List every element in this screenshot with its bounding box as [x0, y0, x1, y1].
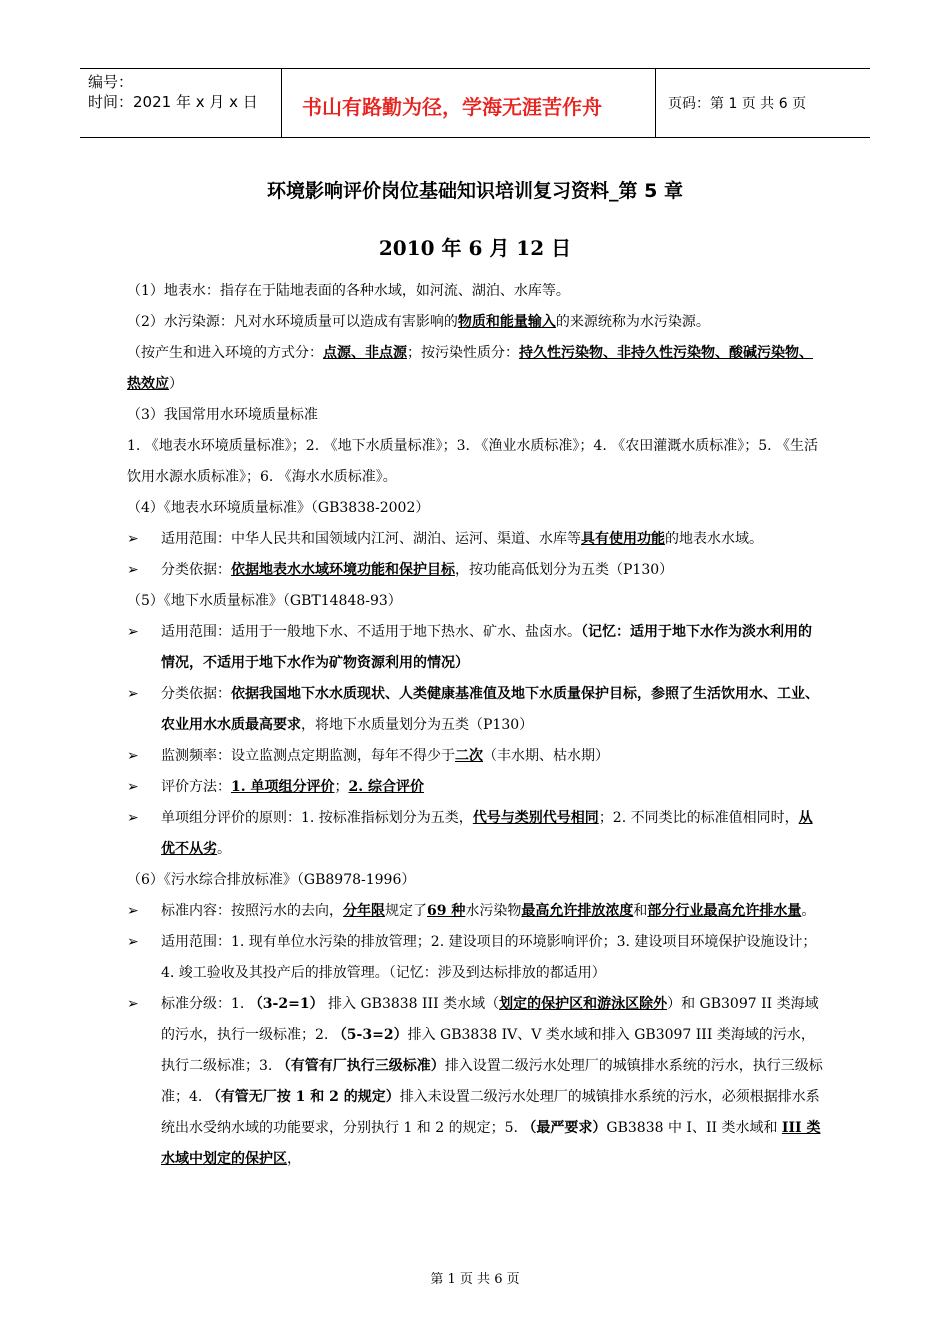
section-5: （5）《地下水质量标准》（GBT14848-93） [127, 593, 402, 609]
section-3: （3）我国常用水环境质量标准 [127, 407, 318, 423]
header-table [80, 68, 870, 138]
document-title: 环境影响评价岗位基础知识培训复习资料_第 5 章 [267, 180, 683, 202]
arrow-bullet-icon: ➢ [127, 624, 139, 640]
document-body [127, 276, 825, 1175]
header-slogan-cell [282, 69, 656, 137]
arrow-bullet-icon: ➢ [127, 934, 139, 950]
section-2-classification: （按产生和进入环境的方式分：点源、非点源；按污染性质分：持久性污染物、非持久性污染物、酸碱污染物、热效应） [127, 345, 813, 392]
arrow-bullet-icon: ➢ [127, 996, 139, 1012]
list-item: ➢ 单项组分评价的原则：1. 按标准指标划分为五类，代号与类别代号相同；2. 不同类比的标准值相同时，从优不从劣。 [127, 803, 825, 865]
list-item: ➢ 标准分级：1. （3-2=1） 排入 GB3838 III 类水域（划定的保护区和游泳区除外）和 GB3097 II 类海域的污水，执行一级标准；2. （5-3=2）排入 GB3838 IV、V 类水域和排入 GB3097 III 类海域的污水，执行二级标准；3. （有管有厂执行三级标准）排入设置二级污水处理厂的城镇排水系统的污水，执行三级标准；4. （有管无厂按 1 和 2 的规定）排入未设置二级污水处理厂的城镇排水系统的污水，必须根据排水系统出水受纳水域的功能要求，分别执行 1 和 2 的规定；5. （最严要求）GB3838 中 I、II 类水域和 III 类水域中划定的保护区， [127, 989, 825, 1175]
list-item: ➢ 评价方法：1. 单项组分评价；2. 综合评价 [127, 772, 825, 803]
arrow-bullet-icon: ➢ [127, 562, 139, 578]
list-item: ➢ 适用范围：1. 现有单位水污染的排放管理；2. 建设项目的环境影响评价；3. 建设项目环境保护设施设计；4. 竣工验收及其投产后的排放管理。（记忆：涉及到达标排放的都适用） [127, 927, 825, 989]
section-4: （4）《地表水环境质量标准》（GB3838-2002） [127, 500, 430, 516]
header-page-cell [656, 69, 870, 137]
page-info: 页码：第 1 页 共 6 页 [668, 96, 807, 112]
slogan: 书山有路勤为径，学海无涯苦作舟 [302, 94, 602, 119]
list-item: ➢ 分类依据：依据地表水水域环境功能和保护目标，按功能高低划分为五类（P130） [127, 555, 825, 586]
arrow-bullet-icon: ➢ [127, 779, 139, 795]
arrow-bullet-icon: ➢ [127, 748, 139, 764]
document-date: 2010 年 6 月 12 日 [378, 236, 572, 260]
list-item: ➢ 监测频率：设立监测点定期监测，每年不得少于二次（丰水期、枯水期） [127, 741, 825, 772]
arrow-bullet-icon: ➢ [127, 903, 139, 919]
list-item: ➢ 适用范围：中华人民共和国领域内江河、湖泊、运河、渠道、水库等具有使用功能的地表水水域。 [127, 524, 825, 555]
list-item: ➢ 适用范围：适用于一般地下水、不适用于地下热水、矿水、盐卤水。（记忆：适用于地下水作为淡水利用的情况，不适用于地下水作为矿物资源利用的情况） [127, 617, 825, 679]
number-label: 编号： [88, 73, 134, 91]
arrow-bullet-icon: ➢ [127, 810, 139, 826]
arrow-bullet-icon: ➢ [127, 531, 139, 547]
list-item: ➢ 标准内容：按照污水的去向，分年限规定了69 种水污染物最高允许排放浓度和部分行业最高允许排水量。 [127, 896, 825, 927]
section-2: （2）水污染源：凡对水环境质量可以造成有害影响的物质和能量输入的来源统称为水污染源。 [127, 314, 710, 330]
header-meta-cell [80, 69, 282, 137]
time-label: 时间：2021 年 x 月 x 日 [88, 93, 258, 111]
section-1: （1）地表水：指存在于陆地表面的各种水域，如河流、湖泊、水库等。 [127, 283, 570, 299]
section-3-list: 1. 《地表水环境质量标准》；2. 《地下水质量标准》；3. 《渔业水质标准》；4. 《农田灌溉水质标准》；5. 《生活饮用水源水质标准》；6. 《海水水质标准》。 [127, 438, 819, 485]
page-footer: 第 1 页 共 6 页 [430, 1272, 520, 1287]
arrow-bullet-icon: ➢ [127, 686, 139, 702]
section-6: （6）《污水综合排放标准》（GB8978-1996） [127, 872, 416, 888]
list-item: ➢ 分类依据：依据我国地下水水质现状、人类健康基准值及地下水质量保护目标，参照了生活饮用水、工业、农业用水水质最高要求，将地下水质量划分为五类（P130） [127, 679, 825, 741]
